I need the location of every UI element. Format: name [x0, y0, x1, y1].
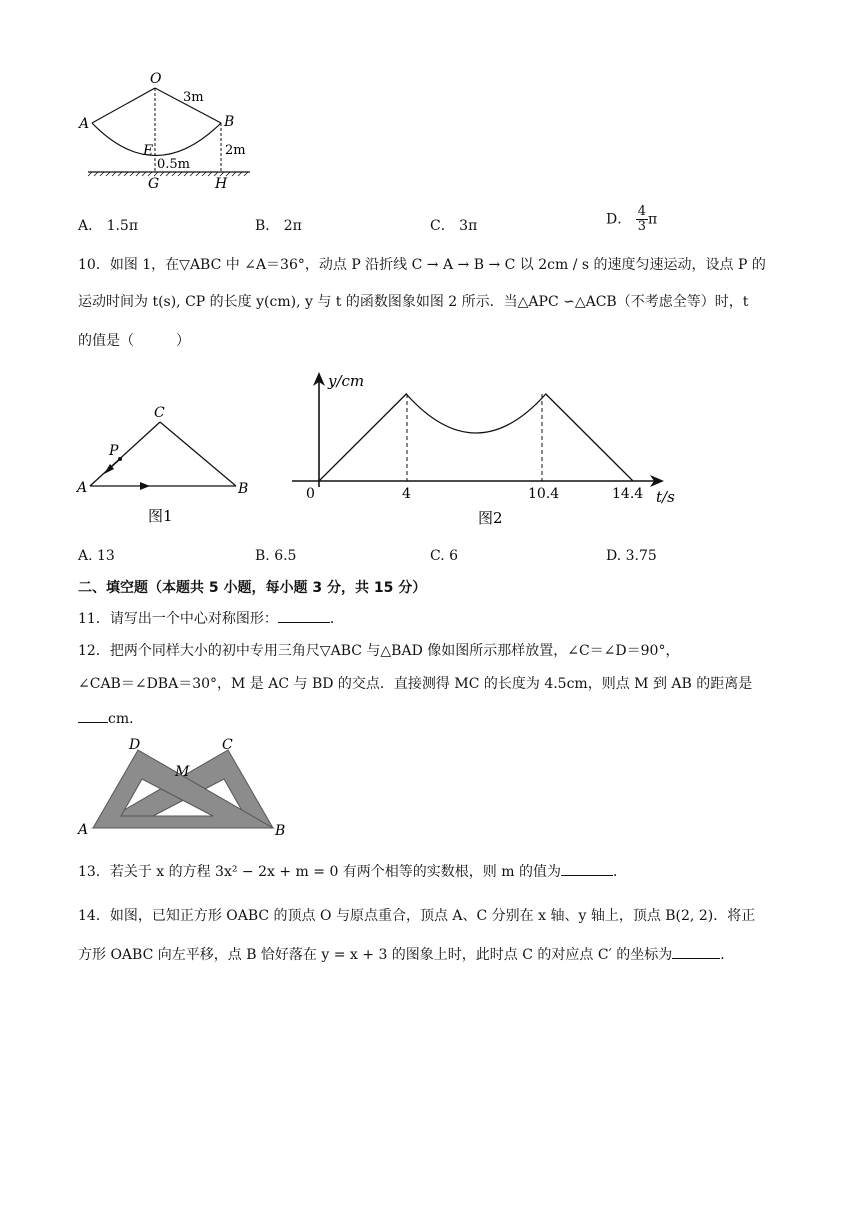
q9-option-d[interactable]: D． $\frac{4}{3}$ π — [606, 204, 658, 234]
q10-option-c[interactable]: C. 6 — [430, 548, 459, 564]
q9-figure — [78, 66, 278, 196]
q9-option-a[interactable]: A． 1.5π — [78, 218, 139, 234]
q10-fig1-label-A: A — [77, 480, 88, 496]
q14-line1: 14．如图，已知正方形 OABC 的顶点 O 与原点重合，顶点 A、C 分别在 x 轴、y 轴上，顶点 B(2, 2)．将正 — [78, 908, 756, 924]
q10-fig1-caption: 图1 — [148, 507, 173, 525]
q11: 11．请写出一个中心对称图形： ． — [78, 608, 344, 629]
q10-fig1-label-C: C — [154, 405, 165, 421]
q9-option-d-fraction: $\frac{4}{3}$ — [637, 204, 646, 234]
q10-graph-curve — [319, 394, 633, 481]
q9-option-c[interactable]: C． 3π — [430, 218, 478, 234]
q9-label-A: A — [79, 116, 90, 132]
q9-len-ob: 3m — [183, 90, 204, 105]
q10-line2: 运动时间为 t(s), CP 的长度 y(cm), y 与 t 的函数图象如图 2 所示．当△APC ∽△ACB（不考虑全等）时，t — [78, 294, 749, 310]
q13-answer-blank[interactable] — [561, 861, 613, 876]
q12-line1: 12．把两个同样大小的初中专用三角尺▽ABC 与△BAD 像如图所示那样放置，∠C＝∠D＝90°， — [78, 643, 680, 659]
q10-figure1 — [76, 400, 266, 530]
q12-label-C: C — [222, 737, 233, 753]
q10-option-b[interactable]: B. 6.5 — [255, 548, 297, 564]
q12-answer-blank[interactable] — [78, 708, 108, 723]
q13-text: 13．若关于 x 的方程 3x² − 2x + m = 0 有两个相等的实数根，则 m 的值为 — [78, 864, 561, 880]
q13: 13．若关于 x 的方程 3x² − 2x + m = 0 有两个相等的实数根，则 m 的值为 ． — [78, 861, 627, 882]
q12-label-M: M — [175, 764, 190, 780]
q12-line3: cm． — [78, 708, 143, 729]
q10-fig2-tick-10.4: 10.4 — [528, 486, 560, 502]
q9-label-G: G — [148, 176, 160, 192]
q10-fig2-caption: 图2 — [478, 509, 503, 527]
q9-label-O: O — [150, 71, 162, 87]
q10-figure2 — [292, 364, 682, 534]
q10-fig1-label-B: B — [238, 481, 249, 497]
q12-label-B: B — [275, 823, 286, 839]
q11-answer-blank[interactable] — [278, 608, 330, 623]
q10-line3: 的值是（ ） — [78, 333, 190, 349]
q14-line2: 方形 OABC 向左平移，点 B 恰好落在 y = x + 3 的图象上时，此时点 C 的对应点 C′ 的坐标为 ． — [78, 944, 734, 965]
q10-fig2-ylabel: y/cm — [328, 372, 365, 390]
q10-line1: 10．如图 1，在▽ABC 中 ∠A＝36°，动点 P 沿折线 C → A → B → C 以 2cm / s 的速度匀速运动，设点 P 的 — [78, 257, 766, 273]
q10-fig2-tick-4: 4 — [402, 486, 411, 502]
section-title: 二、填空题（本题共 5 小题，每小题 3 分，共 15 分） — [78, 580, 427, 596]
q12-label-D: D — [129, 737, 141, 753]
q10-fig1-label-P: P — [109, 443, 119, 459]
q11-text: 11．请写出一个中心对称图形： — [78, 611, 278, 627]
q10-option-d[interactable]: D. 3.75 — [606, 548, 657, 564]
q9-label-B: B — [224, 114, 235, 130]
q9-len-bh: 2m — [225, 143, 246, 158]
q9-label-E: E — [143, 143, 154, 159]
q10-option-a[interactable]: A. 13 — [78, 548, 115, 564]
q12-figure — [76, 734, 296, 844]
q14-answer-blank[interactable] — [672, 944, 720, 959]
q9-option-b[interactable]: B． 2π — [255, 218, 302, 234]
q10-fig2-tick-0: 0 — [306, 486, 315, 502]
q12-line2: ∠CAB＝∠DBA＝30°，M 是 AC 与 BD 的交点．直接测得 MC 的长度为 4.5cm，则点 M 到 AB 的距离是 — [78, 676, 753, 692]
q9-label-H: H — [215, 176, 228, 192]
q10-fig2-xlabel: t/s — [656, 488, 675, 506]
q12-label-A: A — [78, 822, 89, 838]
q10-fig2-tick-14.4: 14.4 — [612, 486, 644, 502]
q14-line2-text: 方形 OABC 向左平移，点 B 恰好落在 y = x + 3 的图象上时，此时点 C 的对应点 C′ 的坐标为 — [78, 947, 673, 963]
q9-len-eg: 0.5m — [157, 157, 191, 172]
